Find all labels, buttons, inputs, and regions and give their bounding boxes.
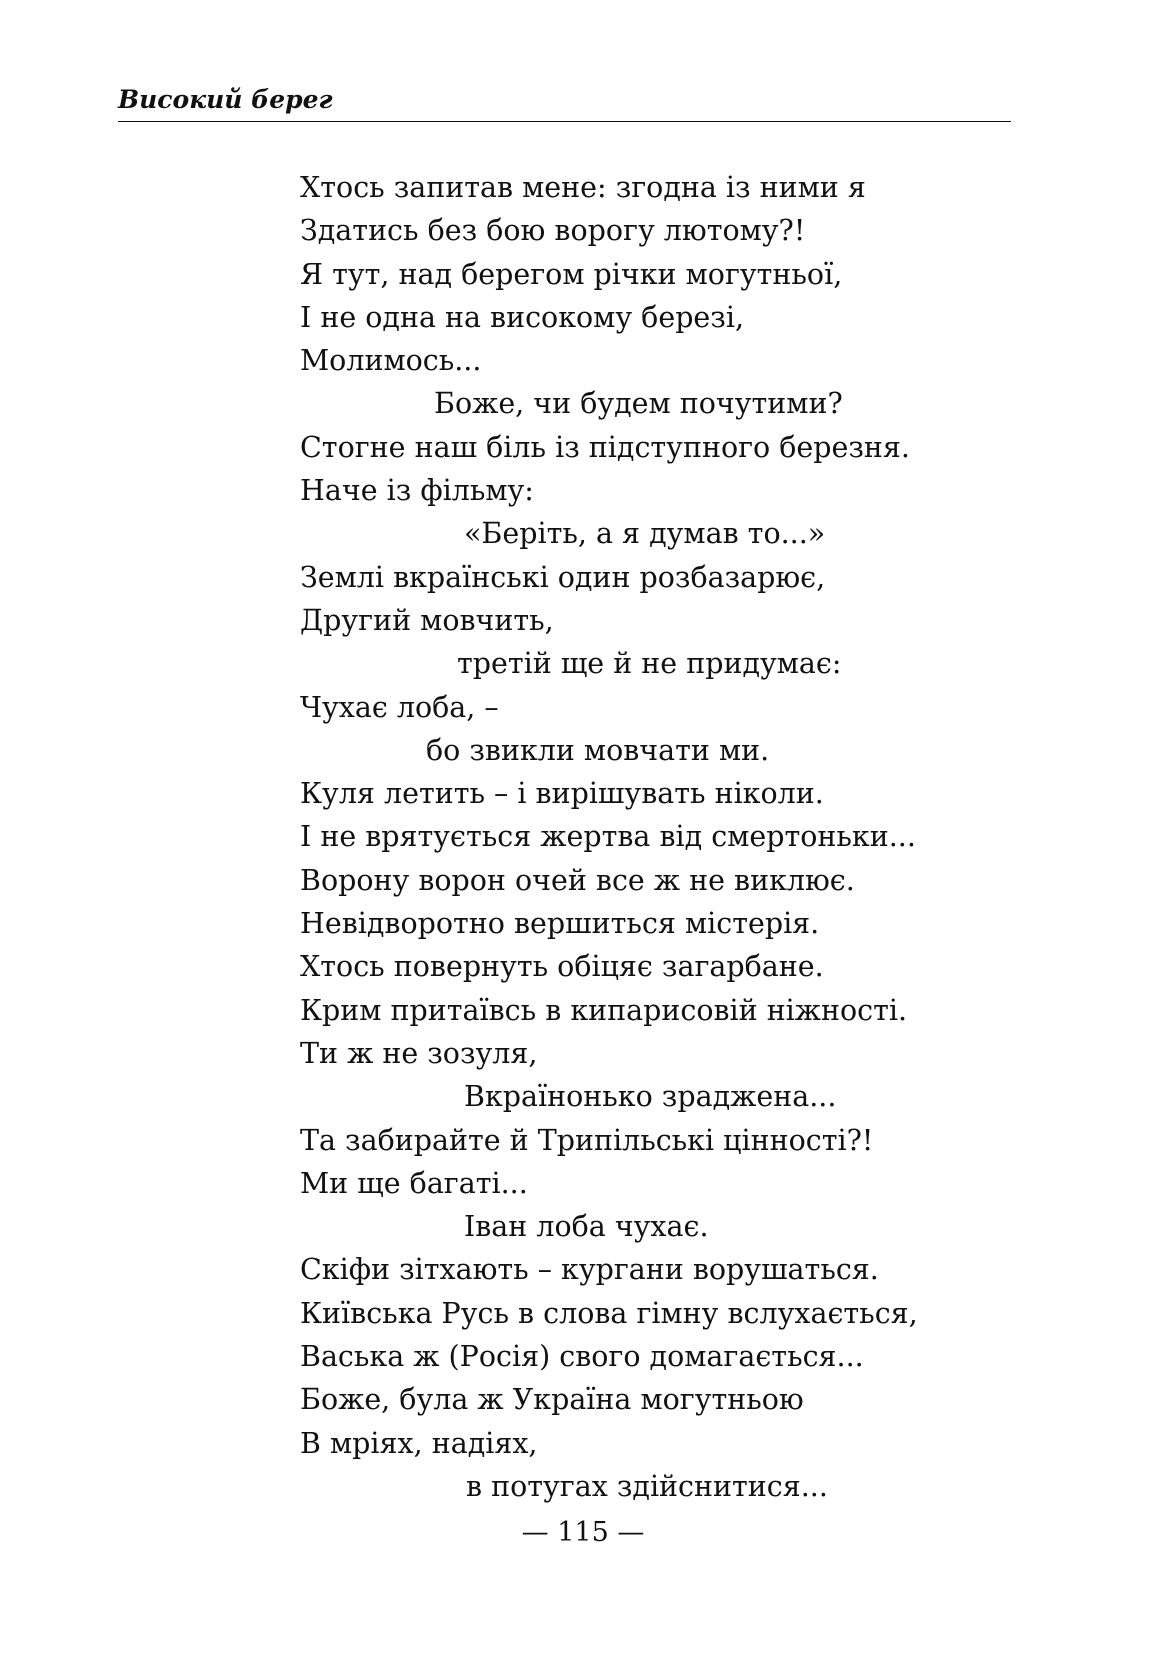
poem-line: Я тут, над берегом річки могутньої, — [300, 257, 843, 291]
poem-line: Хтось повернуть обіцяє загарбане. — [300, 950, 824, 984]
poem-line-indented: Вкраїнонько зраджена... — [464, 1080, 837, 1114]
poem-line: Куля летить – і вирішувать ніколи. — [300, 777, 824, 811]
poem-line: І не одна на високому березі, — [300, 300, 745, 334]
poem-line: Київська Русь в слова гімну вслухається, — [300, 1296, 918, 1330]
poem-line: Стогне наш біль із підступного березня. — [300, 430, 910, 464]
poem-line: Невідворотно вершиться містерія. — [300, 907, 820, 941]
poem-line-indented: третій ще й не придумає: — [457, 647, 842, 681]
poem-line-indented: «Беріть, а я думав то...» — [464, 517, 826, 551]
poem-line-indented: в потугах здійснитися... — [466, 1469, 828, 1503]
poem-line-indented: Боже, чи будем почутими? — [434, 387, 843, 421]
poem-line: Боже, була ж Україна могутньою — [300, 1383, 804, 1417]
poem-line: Ми ще багаті... — [300, 1166, 528, 1200]
poem-line: Скіфи зітхають – кургани ворушаться. — [300, 1253, 879, 1287]
poem-line: Ворону ворон очей все ж не виклює. — [300, 863, 855, 897]
poem-line: Та забирайте й Трипільські цінності?! — [300, 1123, 874, 1157]
poem-line: Чухає лоба, – — [300, 690, 499, 724]
poem-line-indented: Іван лоба чухає. — [464, 1210, 709, 1244]
poem-line: В мріях, надіях, — [300, 1426, 538, 1460]
poem-line: Хтось запитав мене: згодна із ними я — [300, 171, 866, 204]
poem-line: Ти ж не зозуля, — [300, 1036, 538, 1070]
running-header-title: Високий берег — [118, 85, 333, 114]
poem-line-indented: бо звикли мовчати ми. — [426, 733, 770, 767]
header-divider — [118, 121, 1011, 122]
poem-line: Васька ж (Росія) свого домагається... — [300, 1340, 864, 1374]
poem-line: Землі вкраїнські один розбазарює, — [300, 560, 826, 594]
poem-line: Наче із фільму: — [300, 474, 534, 508]
poem-body — [300, 166, 1020, 1508]
poem-line: І не врятується жертва від смертоньки... — [300, 820, 916, 854]
poem-line: Здатись без бою ворогу лютому?! — [300, 214, 806, 248]
page-number: — 115 — — [521, 1517, 645, 1548]
poem-line: Крим притаївсь в кипарисовій ніжності. — [300, 993, 908, 1027]
poem-line: Другий мовчить, — [300, 603, 554, 637]
poem-line: Молимось... — [300, 344, 482, 378]
